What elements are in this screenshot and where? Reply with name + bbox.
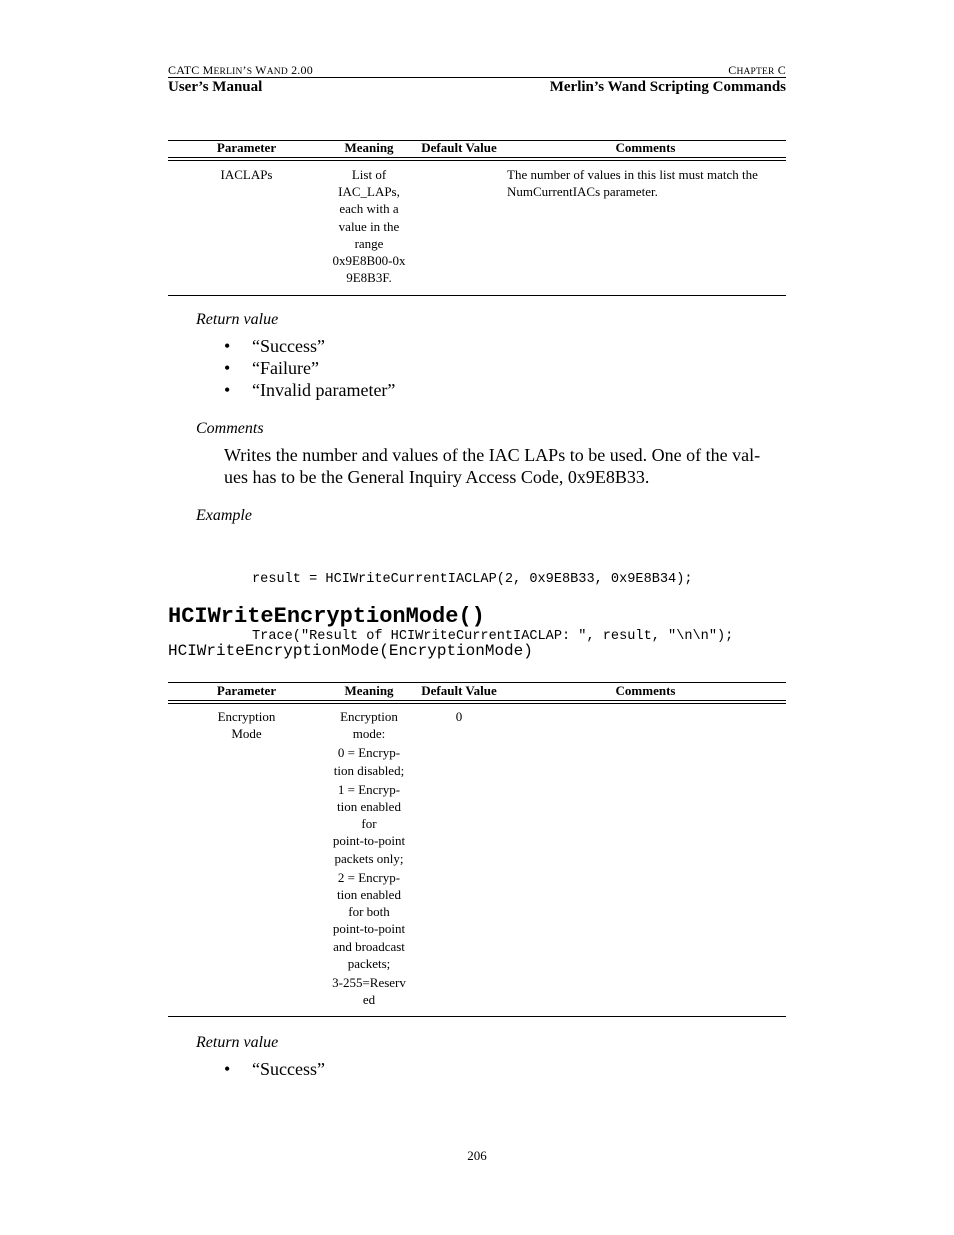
page-number: 206 <box>467 1148 487 1163</box>
cell-meaning: Encryption mode: 0 = Encryp- tion disabled; 1 = Encryp- tion enabled for point-to-point packets only; 2 = Encryp- tion enabled for both point-to-point and broadcast packets; 3-255=Reserv ed <box>332 709 406 1008</box>
cell-meaning: List of IAC_LAPs, each with a value in the range 0x9E8B00-0x 9E8B3F. <box>332 167 406 286</box>
comments-label: Comments <box>196 420 264 437</box>
th-meaning: Meaning <box>344 683 394 698</box>
th-parameter: Parameter <box>216 140 277 155</box>
example-label: Example <box>196 507 252 524</box>
section-title: Merlin’s Wand Scripting Commands <box>549 79 786 95</box>
return-item: • “Success” <box>224 1059 325 1079</box>
function-signature: HCIWriteEncryptionMode(EncryptionMode) <box>168 642 533 660</box>
th-comments: Comments <box>615 140 676 155</box>
cell-parameter: Encryption Mode <box>217 709 276 742</box>
header-double-rule-1 <box>168 157 786 158</box>
code-example: result = HCIWriteCurrentIACLAP(2, 0x9E8B33, 0x9E8B34); Trace("Result of HCIWriteCurrentIACLAP: ", result, "\n\n"); <box>252 572 734 644</box>
th-default-value: Default Value <box>421 683 497 698</box>
comments-text: Writes the number and values of the IAC LAPs to be used. One of the val- ues has to be the General Inquiry Access Code, 0x9E8B33. <box>224 445 761 487</box>
th-comments: Comments <box>615 683 676 698</box>
table-bottom-rule <box>168 1016 786 1017</box>
th-default-value: Default Value <box>421 140 497 155</box>
return-item: • “Success” <box>224 336 325 356</box>
function-heading: HCIWriteEncryptionMode() <box>168 604 485 629</box>
header-double-rule-2 <box>168 703 786 704</box>
cell-parameter: IACLAPs <box>220 167 273 182</box>
return-value-label: Return value <box>196 1034 279 1051</box>
running-header-chapter: CHAPTER C <box>728 63 786 77</box>
running-header-left: CATC MERLIN’S WAND 2.00 <box>168 63 313 77</box>
cell-default: 0 <box>455 709 463 724</box>
header-double-rule-2 <box>168 160 786 161</box>
return-item: • “Invalid parameter” <box>224 380 396 400</box>
return-item: • “Failure” <box>224 358 319 378</box>
table-bottom-rule <box>168 295 786 296</box>
cell-comments: The number of values in this list must match the NumCurrentIACs parameter. <box>507 167 758 200</box>
manual-title: User’s Manual <box>168 79 263 95</box>
th-meaning: Meaning <box>344 140 394 155</box>
return-value-label: Return value <box>196 311 279 328</box>
th-parameter: Parameter <box>216 683 277 698</box>
header-rule <box>168 77 786 78</box>
header-double-rule-1 <box>168 700 786 701</box>
